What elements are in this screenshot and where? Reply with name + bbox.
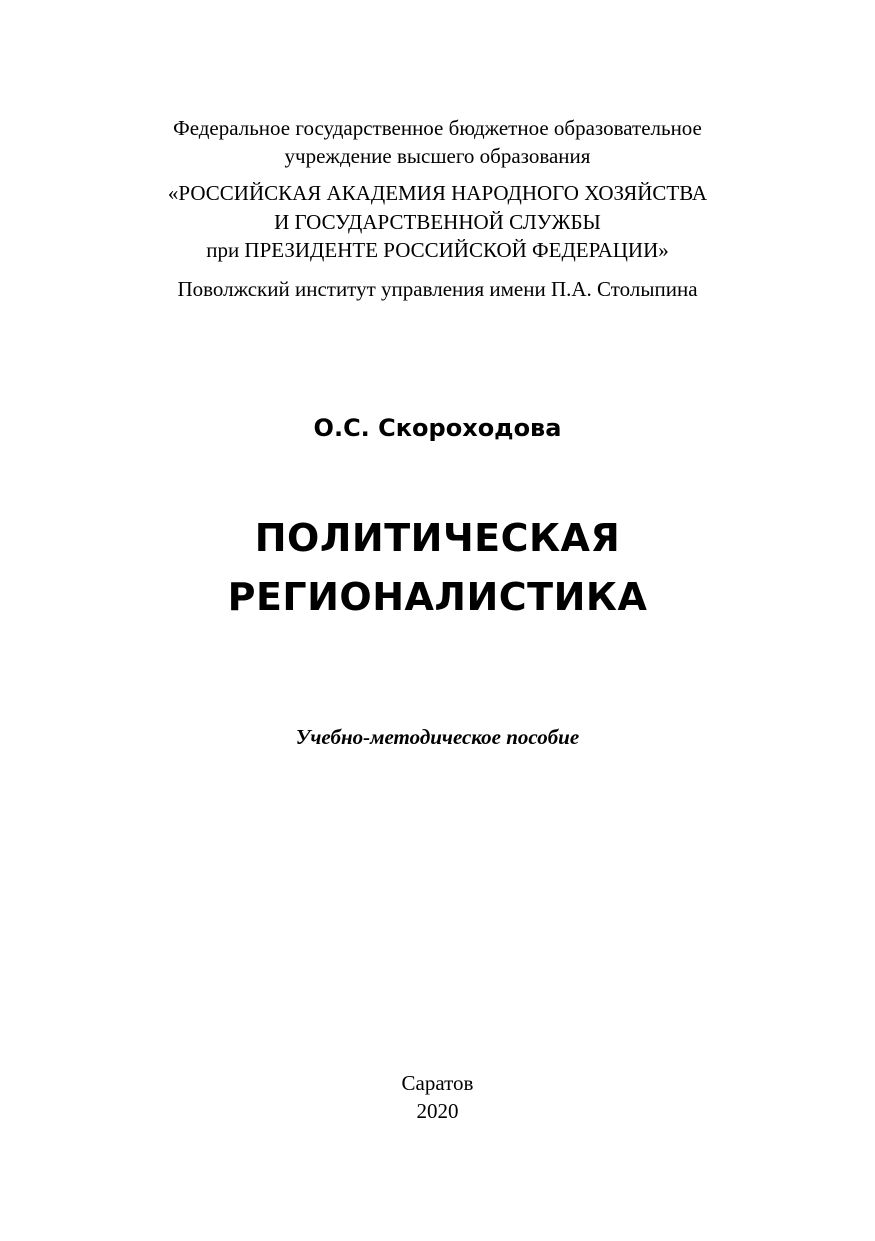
author-name: О.С. Скороходова: [313, 414, 562, 442]
imprint-year: 2020: [416, 1099, 459, 1123]
institution-line-5: при ПРЕЗИДЕНТЕ РОССИЙСКОЙ ФЕДЕРАЦИИ»: [206, 238, 669, 262]
book-subtitle: Учебно-методическое пособие: [295, 725, 580, 749]
book-title-line-2: РЕГИОНАЛИСТИКА: [227, 575, 648, 619]
institution-line-4: И ГОСУДАРСТВЕННОЙ СЛУЖБЫ: [274, 210, 601, 234]
institution-line-6: Поволжский институт управления имени П.А. Столыпина: [177, 277, 698, 301]
institution-line-2: учреждение высшего образования: [284, 144, 591, 168]
institution-line-1: Федеральное государственное бюджетное образовательное: [173, 116, 702, 140]
book-title-line-1: ПОЛИТИЧЕСКАЯ: [254, 516, 621, 560]
institution-line-3: «РОССИЙСКАЯ АКАДЕМИЯ НАРОДНОГО ХОЗЯЙСТВА: [167, 181, 708, 205]
imprint-city: Саратов: [401, 1071, 474, 1095]
